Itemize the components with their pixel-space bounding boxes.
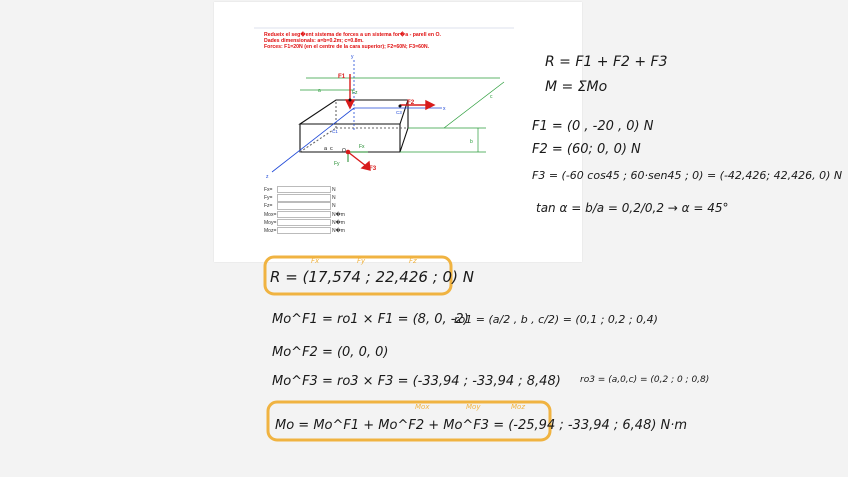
label-o: O <box>342 148 346 154</box>
label-f3: F3 <box>369 165 377 172</box>
label-c1: C1 <box>332 129 338 134</box>
note-tan-alpha: tan α = b/a = 0,2/0,2 → α = 45° <box>536 201 729 215</box>
label-c3: C3 <box>396 110 402 115</box>
problem-line-3: Forces: F1=20N (en el centre de la cara superior); F2=60N; F3=60N. <box>264 44 430 51</box>
tag-moy: Moy <box>466 403 481 411</box>
axis-y-label: y <box>351 54 354 60</box>
note-f2: F2 = (60; 0, 0) N <box>532 142 641 157</box>
form-unit-mox: N�m <box>332 211 345 218</box>
form-unit-moy: N�m <box>332 219 345 226</box>
tag-fy: Fy <box>357 257 366 265</box>
axis-x-label: x <box>443 106 446 112</box>
label-alpha-c: a <box>324 146 328 152</box>
note-mo-f3: Mo^F3 = ro3 × F3 = (-33,94 ; -33,94 ; 8,48) <box>272 374 561 389</box>
label-fy: Fy <box>334 161 340 167</box>
label-a: a <box>318 88 321 94</box>
form-label-fx: Fx= <box>264 187 273 193</box>
form-unit-fx: N <box>332 187 336 193</box>
note-f1: F1 = (0 , -20 , 0) N <box>532 119 654 134</box>
tag-fz: Fz <box>409 257 417 265</box>
form-label-mox: Mox= <box>264 211 277 218</box>
form-label-moy: Moy= <box>264 219 277 226</box>
note-mo-f1: Mo^F1 = ro1 × F1 = (8, 0, -2) <box>272 312 469 327</box>
problem-line-1: Redueix el seg�ent sistema de forces a un sistema for�a - parell en O. <box>264 32 441 38</box>
note-mo-result: Mo = Mo^F1 + Mo^F2 + Mo^F3 = (-25,94 ; -33,94 ; 6,48) N·m <box>275 418 688 433</box>
note-r-definition: R = F1 + F2 + F3 <box>545 54 668 70</box>
label-c-near-o: c <box>330 146 333 152</box>
problem-line-2: Dades dimensionals: a=b=0.2m; c=0.8m. <box>264 38 364 45</box>
note-r-result: R = (17,574 ; 22,426 ; 0) N <box>270 268 474 286</box>
tag-mox: Mox <box>415 403 430 411</box>
label-f2: F2 <box>407 99 415 106</box>
note-f3: F3 = (-60 cos45 ; 60·sen45 ; 0) = (-42,426; 42,426, 0) N <box>532 169 843 182</box>
label-f1: F1 <box>338 73 346 80</box>
tag-moz: Moz <box>511 403 525 411</box>
note-ro1: ro1 = (a/2 , b , c/2) = (0,1 ; 0,2 ; 0,4) <box>454 313 658 326</box>
label-c: c <box>490 94 493 100</box>
note-m-definition: M = ΣMo <box>545 79 608 95</box>
form-label-moz: Moz= <box>264 227 277 234</box>
label-b: b <box>470 139 473 145</box>
note-mo-f2: Mo^F2 = (0, 0, 0) <box>272 345 389 360</box>
axis-z-label: z <box>266 174 269 180</box>
form-label-fz: Fz= <box>264 203 273 210</box>
form-unit-fy: N <box>332 195 336 202</box>
form-unit-fz: N <box>332 203 336 210</box>
form-unit-moz: N�m <box>332 227 345 234</box>
form-label-fy: Fy= <box>264 195 273 202</box>
tag-fx: Fx <box>311 257 320 265</box>
label-fx: Fx <box>359 144 365 150</box>
label-fz: Fz <box>352 90 358 96</box>
note-ro3: ro3 = (a,0,c) = (0,2 ; 0 ; 0,8) <box>580 375 710 385</box>
